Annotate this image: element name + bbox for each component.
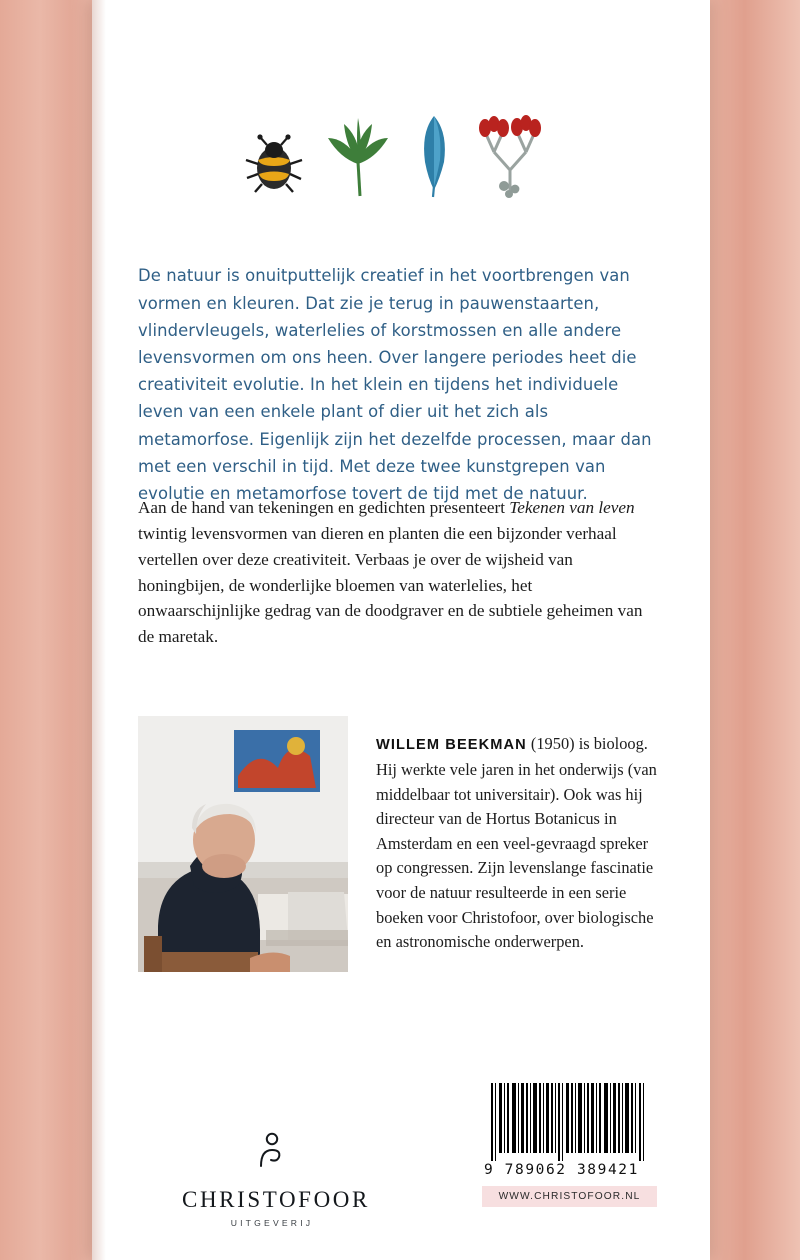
publisher-block: [182, 1128, 370, 1228]
barcode-block: [482, 1083, 657, 1207]
christofoor-spiral-logo: [248, 1128, 296, 1174]
publisher-name: CHRISTOFOOR: [182, 1187, 370, 1212]
beetle-illustration: [242, 134, 306, 196]
author-name: WILLEM BEEKMAN: [376, 737, 527, 754]
author-bio: [376, 732, 666, 954]
book-title-italic: Tekenen van leven: [509, 498, 635, 518]
barcode-bars: [488, 1083, 650, 1161]
publisher-subtitle: UITGEVERIJ: [230, 1218, 314, 1228]
feather-illustration: [418, 114, 452, 198]
author-bio-text: (1950) is bioloog. Hij werkte vele jaren in het onderwijs (van middelbaar tot universitair). Ook was hij directeur van de Hortus Botanicus in Amsterdam en een veel-gevraagd spreker op congressen. Zijn levenslange fascinatie voor de natuur resulteerde in een serie boeken voor Christofoor, over biologische en astronomische onderwerpen.: [376, 734, 657, 952]
illustration-row: [242, 108, 542, 198]
mistletoe-illustration: [472, 112, 548, 198]
body-paragraph: [138, 495, 658, 650]
intro-paragraph: De natuur is onuitputtelijk creatief in het voortbrengen van vormen en kleuren. Dat zie je terug in pauwenstaarten, vlindervleugels, waterlelies of korstmossen en alle andere levensvormen om ons heen. Over langere periodes heet die creativiteit evolutie. In het klein en tijdens het individuele leven van een enkele plant of dier uit het zich als metamorfose. Eigenlijk zijn het dezelfde processen, maar dan met een verschil in tijd. Met deze twee kunstgrepen van evolutie en metamorfose tovert de tijd met de natuur.: [138, 266, 652, 504]
background-wall-right: [708, 0, 800, 1260]
publisher-url[interactable]: WWW.CHRISTOFOOR.NL: [482, 1186, 657, 1207]
author-photo: [138, 716, 348, 972]
leaf-illustration: [320, 118, 396, 198]
body-part2: twintig levensvormen van dieren en planten die een bijzonder verhaal vertellen over deze creativiteit. Verbaas je over de wijsheid van honingbijen, de wonderlijke bloemen van waterlelies, het onwaarschijnlijke gedrag van de doodgraver en de subtiele geheimen van de maretak.: [138, 523, 643, 647]
book-back-cover: [92, 0, 710, 1260]
cover-content: [138, 0, 663, 1260]
body-part1: Aan de hand van tekeningen en gedichten presenteert: [138, 498, 510, 518]
isbn-digits: 9 789062 389421: [484, 1162, 639, 1178]
spine-shadow: [92, 0, 106, 1260]
